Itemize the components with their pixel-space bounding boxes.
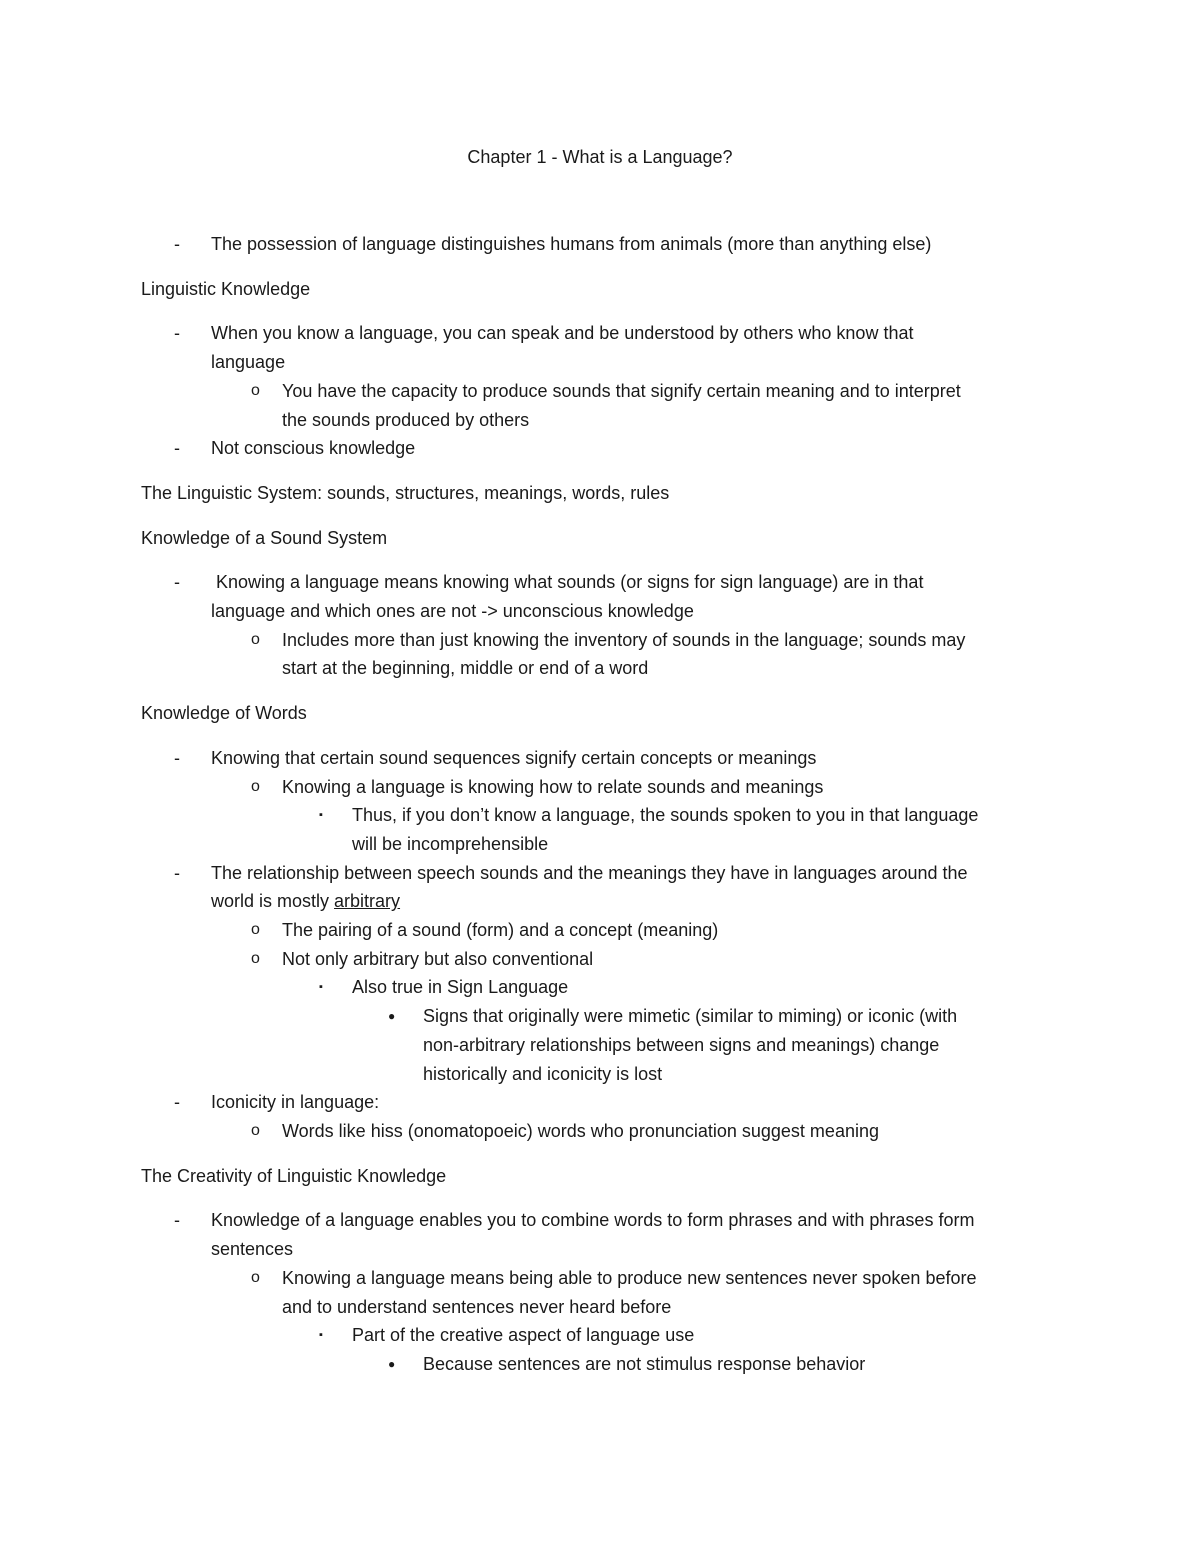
list-item (141, 859, 1061, 888)
list-item-continuation: the sounds produced by others (282, 409, 530, 430)
dash-bullet: - (174, 438, 180, 459)
circle-bullet: o (251, 777, 260, 795)
list-item (141, 973, 1061, 1002)
list-item-continuation: will be incomprehensible (352, 833, 549, 854)
square-bullet: ▪ (319, 981, 323, 994)
list-item (141, 1206, 1061, 1235)
circle-bullet: o (251, 949, 260, 967)
dash-bullet: - (174, 1092, 180, 1113)
section-heading: Knowledge of Words (141, 703, 307, 724)
document-body (141, 230, 1061, 1379)
list-item-text: You have the capacity to produce sounds that signify certain meaning and to interpret (282, 380, 961, 401)
section-heading: The Linguistic System: sounds, structures, meanings, words, rules (141, 482, 670, 503)
list-item (141, 1117, 1061, 1146)
list-item-text: Knowledge of a language enables you to combine words to form phrases and with phrases form (211, 1210, 975, 1231)
list-item-text: Words like hiss (onomatopoeic) words who pronunciation suggest meaning (282, 1120, 879, 1141)
list-item-continuation: language (211, 352, 286, 373)
list-item-text: Iconicity in language: (211, 1092, 380, 1113)
dash-bullet: - (174, 572, 180, 593)
dash-bullet: - (174, 862, 180, 883)
list-item-text: Also true in Sign Language (352, 977, 569, 998)
list-item-text: Not conscious knowledge (211, 438, 416, 459)
list-item (141, 1321, 1061, 1350)
list-item-text: Signs that originally were mimetic (similar to miming) or iconic (with (423, 1006, 958, 1027)
underlined-term: arbitrary (334, 891, 401, 912)
page-title: Chapter 1 - What is a Language? (467, 147, 733, 167)
list-item-text: Knowing a language means knowing what sounds (or signs for sign language) are in that (211, 572, 924, 593)
list-item-text: The possession of language distinguishes humans from animals (more than anything else) (211, 234, 932, 254)
list-item-text: world is mostly (211, 891, 335, 912)
circle-bullet: o (251, 381, 260, 399)
list-item (141, 773, 1061, 802)
list-item-continuation (141, 887, 1061, 916)
dot-bullet: ● (388, 1009, 396, 1024)
list-item-text: Part of the creative aspect of language use (352, 1325, 695, 1346)
circle-bullet: o (251, 630, 260, 648)
dot-bullet: ● (388, 1356, 396, 1371)
list-item (141, 945, 1061, 974)
list-item (141, 626, 1061, 655)
list-item (141, 434, 1061, 463)
circle-bullet: o (251, 921, 260, 939)
list-item (141, 1088, 1061, 1117)
section-heading: Linguistic Knowledge (141, 278, 311, 299)
list-item-text: When you know a language, you can speak and be understood by others who know that (211, 323, 914, 344)
list-item (141, 230, 1061, 259)
list-item-text: The pairing of a sound (form) and a concept (meaning) (282, 920, 719, 941)
section-heading: Knowledge of a Sound System (141, 527, 388, 548)
list-item-text: Includes more than just knowing the inventory of sounds in the language; sounds may (282, 629, 966, 650)
circle-bullet: o (251, 1121, 260, 1139)
dash-bullet: - (174, 234, 180, 254)
list-item-text: Thus, if you don’t know a language, the sounds spoken to you in that language (352, 805, 979, 826)
square-bullet: ▪ (319, 809, 323, 822)
list-item-continuation: and to understand sentences never heard before (282, 1296, 672, 1317)
list-item (141, 1002, 1061, 1031)
dash-bullet: - (174, 1210, 180, 1231)
list-item (141, 801, 1061, 830)
list-item-text: Not only arbitrary but also conventional (282, 948, 594, 969)
list-item (141, 377, 1061, 406)
dash-bullet: - (174, 323, 180, 344)
list-item-continuation: language and which ones are not -> unconscious knowledge (211, 601, 694, 622)
dash-bullet: - (174, 747, 180, 768)
square-bullet: ▪ (319, 1329, 323, 1342)
list-item (141, 319, 1061, 348)
list-item (141, 916, 1061, 945)
list-item-continuation: historically and iconicity is lost (423, 1063, 663, 1084)
list-item-continuation: sentences (211, 1239, 294, 1260)
list-item-continuation: start at the beginning, middle or end of a word (282, 658, 649, 679)
list-item-text: Knowing a language is knowing how to relate sounds and meanings (282, 776, 824, 797)
circle-bullet: o (251, 1268, 260, 1286)
list-item (141, 1264, 1061, 1293)
list-item (141, 744, 1061, 773)
list-item-text: Because sentences are not stimulus response behavior (423, 1353, 866, 1374)
list-item (141, 568, 1061, 597)
list-item-text: The relationship between speech sounds and the meanings they have in languages around the (211, 862, 968, 883)
list-item-continuation: non-arbitrary relationships between signs and meanings) change (423, 1034, 940, 1055)
list-item (141, 1350, 1061, 1379)
list-item-text: Knowing a language means being able to produce new sentences never spoken before (282, 1267, 977, 1288)
list-item-text: Knowing that certain sound sequences signify certain concepts or meanings (211, 747, 817, 768)
section-heading: The Creativity of Linguistic Knowledge (141, 1165, 447, 1186)
